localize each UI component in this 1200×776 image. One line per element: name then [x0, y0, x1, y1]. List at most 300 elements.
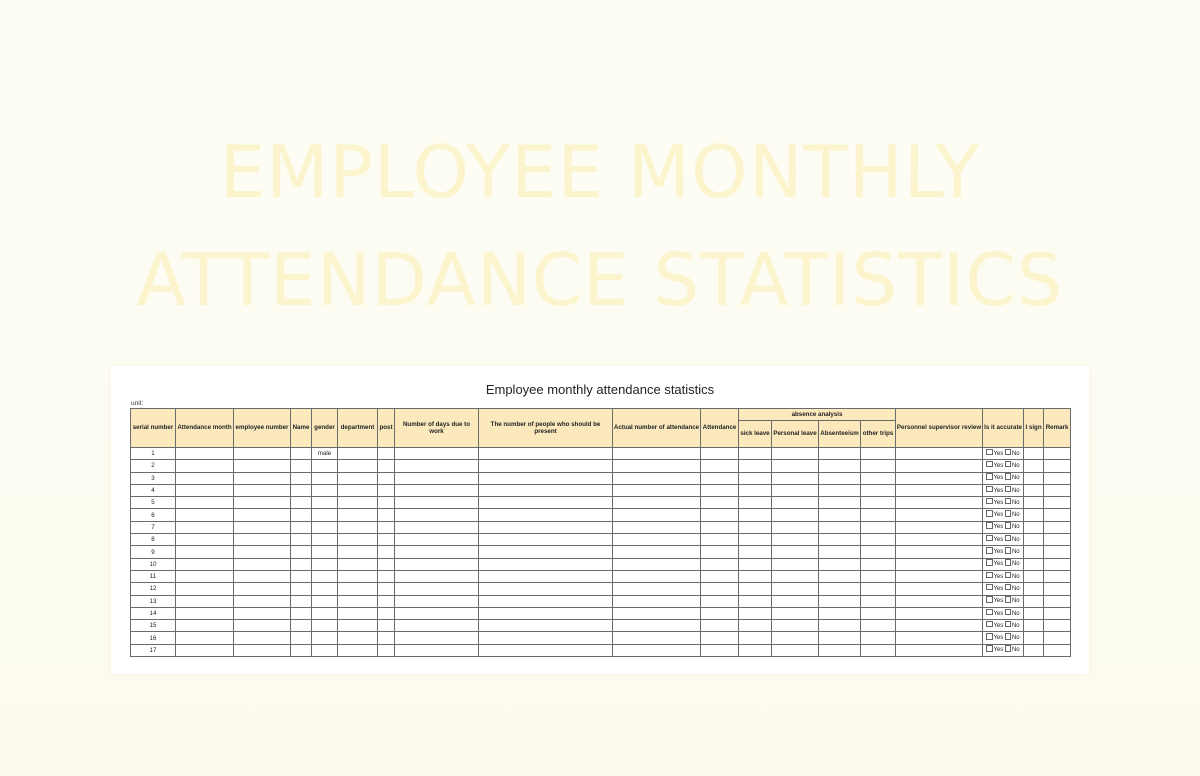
cell-absenteeism[interactable] — [819, 595, 861, 607]
cell-sick-leave[interactable] — [739, 546, 772, 558]
cell-actual-attendance[interactable] — [613, 607, 701, 619]
cell-actual-attendance[interactable] — [613, 472, 701, 484]
cell-personal-leave[interactable] — [772, 484, 819, 496]
yes-checkbox[interactable] — [986, 510, 993, 517]
yes-checkbox[interactable] — [986, 449, 993, 456]
cell-attendance[interactable] — [701, 620, 739, 632]
cell-i-sign[interactable] — [1024, 484, 1044, 496]
no-checkbox[interactable] — [1005, 522, 1012, 529]
cell-sick-leave[interactable] — [739, 460, 772, 472]
cell-attendance-month[interactable] — [176, 484, 234, 496]
cell-absenteeism[interactable] — [819, 472, 861, 484]
cell-days-due[interactable] — [395, 534, 479, 546]
cell-personal-leave[interactable] — [772, 632, 819, 644]
cell-attendance-month[interactable] — [176, 460, 234, 472]
cell-should-be-present[interactable] — [479, 497, 613, 509]
cell-other-trips[interactable] — [861, 472, 896, 484]
cell-name[interactable] — [291, 534, 312, 546]
no-checkbox[interactable] — [1005, 621, 1012, 628]
cell-name[interactable] — [291, 644, 312, 656]
cell-is-accurate[interactable] — [983, 583, 1024, 595]
cell-actual-attendance[interactable] — [613, 595, 701, 607]
cell-sick-leave[interactable] — [739, 620, 772, 632]
cell-other-trips[interactable] — [861, 534, 896, 546]
cell-name[interactable] — [291, 558, 312, 570]
cell-attendance-month[interactable] — [176, 595, 234, 607]
cell-name[interactable] — [291, 583, 312, 595]
yes-checkbox[interactable] — [986, 486, 993, 493]
cell-other-trips[interactable] — [861, 570, 896, 582]
cell-days-due[interactable] — [395, 620, 479, 632]
cell-gender[interactable] — [312, 521, 338, 533]
cell-is-accurate[interactable] — [983, 546, 1024, 558]
cell-should-be-present[interactable] — [479, 546, 613, 558]
cell-actual-attendance[interactable] — [613, 460, 701, 472]
cell-days-due[interactable] — [395, 583, 479, 595]
cell-employee-number[interactable] — [234, 583, 291, 595]
cell-should-be-present[interactable] — [479, 484, 613, 496]
cell-remark[interactable] — [1044, 509, 1071, 521]
no-checkbox[interactable] — [1005, 633, 1012, 640]
cell-should-be-present[interactable] — [479, 448, 613, 460]
cell-actual-attendance[interactable] — [613, 521, 701, 533]
cell-other-trips[interactable] — [861, 583, 896, 595]
cell-should-be-present[interactable] — [479, 558, 613, 570]
cell-absenteeism[interactable] — [819, 632, 861, 644]
no-checkbox[interactable] — [1005, 609, 1012, 616]
cell-supervisor-review[interactable] — [896, 632, 983, 644]
cell-should-be-present[interactable] — [479, 632, 613, 644]
cell-sick-leave[interactable] — [739, 570, 772, 582]
cell-attendance[interactable] — [701, 521, 739, 533]
cell-attendance-month[interactable] — [176, 521, 234, 533]
cell-attendance-month[interactable] — [176, 570, 234, 582]
cell-supervisor-review[interactable] — [896, 546, 983, 558]
cell-days-due[interactable] — [395, 644, 479, 656]
yes-checkbox[interactable] — [986, 522, 993, 529]
cell-remark[interactable] — [1044, 521, 1071, 533]
cell-other-trips[interactable] — [861, 497, 896, 509]
cell-attendance[interactable] — [701, 509, 739, 521]
cell-gender[interactable] — [312, 484, 338, 496]
cell-remark[interactable] — [1044, 607, 1071, 619]
cell-name[interactable] — [291, 632, 312, 644]
cell-attendance-month[interactable] — [176, 472, 234, 484]
cell-gender[interactable] — [312, 607, 338, 619]
cell-name[interactable] — [291, 497, 312, 509]
cell-personal-leave[interactable] — [772, 460, 819, 472]
cell-sick-leave[interactable] — [739, 472, 772, 484]
cell-absenteeism[interactable] — [819, 460, 861, 472]
cell-is-accurate[interactable] — [983, 521, 1024, 533]
cell-other-trips[interactable] — [861, 558, 896, 570]
cell-i-sign[interactable] — [1024, 534, 1044, 546]
cell-i-sign[interactable] — [1024, 460, 1044, 472]
cell-i-sign[interactable] — [1024, 632, 1044, 644]
cell-sick-leave[interactable] — [739, 558, 772, 570]
cell-gender[interactable] — [312, 570, 338, 582]
cell-is-accurate[interactable] — [983, 644, 1024, 656]
cell-attendance[interactable] — [701, 644, 739, 656]
cell-other-trips[interactable] — [861, 607, 896, 619]
cell-remark[interactable] — [1044, 497, 1071, 509]
cell-employee-number[interactable] — [234, 509, 291, 521]
cell-should-be-present[interactable] — [479, 644, 613, 656]
cell-employee-number[interactable] — [234, 570, 291, 582]
cell-i-sign[interactable] — [1024, 448, 1044, 460]
cell-department[interactable] — [338, 534, 378, 546]
cell-supervisor-review[interactable] — [896, 607, 983, 619]
cell-department[interactable] — [338, 632, 378, 644]
cell-is-accurate[interactable] — [983, 595, 1024, 607]
yes-checkbox[interactable] — [986, 596, 993, 603]
cell-sick-leave[interactable] — [739, 448, 772, 460]
cell-personal-leave[interactable] — [772, 558, 819, 570]
no-checkbox[interactable] — [1005, 510, 1012, 517]
cell-other-trips[interactable] — [861, 644, 896, 656]
cell-supervisor-review[interactable] — [896, 558, 983, 570]
cell-remark[interactable] — [1044, 448, 1071, 460]
cell-post[interactable] — [378, 509, 395, 521]
no-checkbox[interactable] — [1005, 473, 1012, 480]
cell-personal-leave[interactable] — [772, 546, 819, 558]
cell-attendance[interactable] — [701, 460, 739, 472]
cell-department[interactable] — [338, 583, 378, 595]
cell-should-be-present[interactable] — [479, 595, 613, 607]
cell-is-accurate[interactable] — [983, 497, 1024, 509]
cell-other-trips[interactable] — [861, 460, 896, 472]
cell-post[interactable] — [378, 570, 395, 582]
cell-employee-number[interactable] — [234, 534, 291, 546]
cell-attendance-month[interactable] — [176, 546, 234, 558]
cell-days-due[interactable] — [395, 497, 479, 509]
cell-i-sign[interactable] — [1024, 595, 1044, 607]
cell-remark[interactable] — [1044, 472, 1071, 484]
cell-remark[interactable] — [1044, 546, 1071, 558]
cell-name[interactable] — [291, 607, 312, 619]
cell-employee-number[interactable] — [234, 460, 291, 472]
cell-absenteeism[interactable] — [819, 521, 861, 533]
cell-sick-leave[interactable] — [739, 595, 772, 607]
cell-should-be-present[interactable] — [479, 620, 613, 632]
cell-i-sign[interactable] — [1024, 607, 1044, 619]
cell-is-accurate[interactable] — [983, 534, 1024, 546]
cell-employee-number[interactable] — [234, 448, 291, 460]
cell-actual-attendance[interactable] — [613, 534, 701, 546]
cell-employee-number[interactable] — [234, 497, 291, 509]
cell-remark[interactable] — [1044, 484, 1071, 496]
cell-attendance-month[interactable] — [176, 583, 234, 595]
no-checkbox[interactable] — [1005, 559, 1012, 566]
cell-post[interactable] — [378, 448, 395, 460]
cell-post[interactable] — [378, 620, 395, 632]
cell-other-trips[interactable] — [861, 620, 896, 632]
cell-days-due[interactable] — [395, 632, 479, 644]
cell-post[interactable] — [378, 595, 395, 607]
cell-gender[interactable] — [312, 583, 338, 595]
cell-department[interactable] — [338, 644, 378, 656]
no-checkbox[interactable] — [1005, 461, 1012, 468]
no-checkbox[interactable] — [1005, 486, 1012, 493]
cell-attendance[interactable] — [701, 595, 739, 607]
cell-i-sign[interactable] — [1024, 546, 1044, 558]
cell-personal-leave[interactable] — [772, 595, 819, 607]
yes-checkbox[interactable] — [986, 645, 993, 652]
cell-personal-leave[interactable] — [772, 583, 819, 595]
cell-days-due[interactable] — [395, 595, 479, 607]
cell-department[interactable] — [338, 509, 378, 521]
cell-days-due[interactable] — [395, 546, 479, 558]
cell-name[interactable] — [291, 472, 312, 484]
cell-sick-leave[interactable] — [739, 632, 772, 644]
no-checkbox[interactable] — [1005, 645, 1012, 652]
cell-name[interactable] — [291, 521, 312, 533]
cell-days-due[interactable] — [395, 558, 479, 570]
cell-gender[interactable] — [312, 546, 338, 558]
cell-attendance[interactable] — [701, 607, 739, 619]
no-checkbox[interactable] — [1005, 547, 1012, 554]
cell-remark[interactable] — [1044, 632, 1071, 644]
cell-should-be-present[interactable] — [479, 570, 613, 582]
yes-checkbox[interactable] — [986, 535, 993, 542]
cell-remark[interactable] — [1044, 620, 1071, 632]
cell-personal-leave[interactable] — [772, 607, 819, 619]
cell-attendance-month[interactable] — [176, 632, 234, 644]
cell-post[interactable] — [378, 644, 395, 656]
cell-days-due[interactable] — [395, 448, 479, 460]
cell-department[interactable] — [338, 472, 378, 484]
cell-gender[interactable] — [312, 558, 338, 570]
cell-gender[interactable] — [312, 472, 338, 484]
cell-supervisor-review[interactable] — [896, 472, 983, 484]
cell-supervisor-review[interactable] — [896, 570, 983, 582]
cell-days-due[interactable] — [395, 607, 479, 619]
cell-post[interactable] — [378, 460, 395, 472]
cell-name[interactable] — [291, 509, 312, 521]
cell-should-be-present[interactable] — [479, 472, 613, 484]
cell-post[interactable] — [378, 558, 395, 570]
cell-i-sign[interactable] — [1024, 509, 1044, 521]
cell-supervisor-review[interactable] — [896, 583, 983, 595]
cell-other-trips[interactable] — [861, 484, 896, 496]
cell-gender[interactable] — [312, 632, 338, 644]
cell-supervisor-review[interactable] — [896, 497, 983, 509]
cell-supervisor-review[interactable] — [896, 620, 983, 632]
cell-other-trips[interactable] — [861, 632, 896, 644]
cell-personal-leave[interactable] — [772, 534, 819, 546]
cell-department[interactable] — [338, 558, 378, 570]
cell-remark[interactable] — [1044, 534, 1071, 546]
cell-gender[interactable] — [312, 460, 338, 472]
cell-attendance-month[interactable] — [176, 558, 234, 570]
cell-attendance-month[interactable] — [176, 534, 234, 546]
yes-checkbox[interactable] — [986, 609, 993, 616]
cell-sick-leave[interactable] — [739, 521, 772, 533]
cell-name[interactable] — [291, 595, 312, 607]
cell-post[interactable] — [378, 521, 395, 533]
cell-absenteeism[interactable] — [819, 534, 861, 546]
cell-is-accurate[interactable] — [983, 558, 1024, 570]
cell-gender[interactable] — [312, 497, 338, 509]
cell-other-trips[interactable] — [861, 595, 896, 607]
cell-post[interactable] — [378, 583, 395, 595]
yes-checkbox[interactable] — [986, 473, 993, 480]
cell-post[interactable] — [378, 632, 395, 644]
cell-is-accurate[interactable] — [983, 632, 1024, 644]
cell-i-sign[interactable] — [1024, 644, 1044, 656]
cell-sick-leave[interactable] — [739, 607, 772, 619]
cell-employee-number[interactable] — [234, 558, 291, 570]
cell-attendance-month[interactable] — [176, 620, 234, 632]
cell-attendance[interactable] — [701, 583, 739, 595]
cell-attendance-month[interactable] — [176, 509, 234, 521]
cell-personal-leave[interactable] — [772, 509, 819, 521]
cell-should-be-present[interactable] — [479, 534, 613, 546]
cell-days-due[interactable] — [395, 472, 479, 484]
cell-supervisor-review[interactable] — [896, 534, 983, 546]
cell-is-accurate[interactable] — [983, 460, 1024, 472]
cell-supervisor-review[interactable] — [896, 595, 983, 607]
cell-remark[interactable] — [1044, 595, 1071, 607]
cell-supervisor-review[interactable] — [896, 521, 983, 533]
cell-actual-attendance[interactable] — [613, 644, 701, 656]
cell-actual-attendance[interactable] — [613, 558, 701, 570]
cell-employee-number[interactable] — [234, 521, 291, 533]
yes-checkbox[interactable] — [986, 584, 993, 591]
cell-personal-leave[interactable] — [772, 521, 819, 533]
cell-actual-attendance[interactable] — [613, 448, 701, 460]
cell-department[interactable] — [338, 497, 378, 509]
yes-checkbox[interactable] — [986, 498, 993, 505]
cell-gender[interactable] — [312, 620, 338, 632]
cell-i-sign[interactable] — [1024, 497, 1044, 509]
cell-gender[interactable] — [312, 595, 338, 607]
cell-name[interactable] — [291, 448, 312, 460]
no-checkbox[interactable] — [1005, 449, 1012, 456]
cell-attendance-month[interactable] — [176, 644, 234, 656]
cell-personal-leave[interactable] — [772, 644, 819, 656]
cell-sick-leave[interactable] — [739, 644, 772, 656]
cell-department[interactable] — [338, 484, 378, 496]
cell-absenteeism[interactable] — [819, 644, 861, 656]
cell-attendance-month[interactable] — [176, 607, 234, 619]
no-checkbox[interactable] — [1005, 596, 1012, 603]
cell-is-accurate[interactable] — [983, 607, 1024, 619]
cell-absenteeism[interactable] — [819, 448, 861, 460]
yes-checkbox[interactable] — [986, 461, 993, 468]
cell-post[interactable] — [378, 484, 395, 496]
cell-attendance[interactable] — [701, 534, 739, 546]
cell-is-accurate[interactable] — [983, 484, 1024, 496]
cell-sick-leave[interactable] — [739, 484, 772, 496]
cell-department[interactable] — [338, 595, 378, 607]
cell-other-trips[interactable] — [861, 448, 896, 460]
cell-department[interactable] — [338, 546, 378, 558]
cell-sick-leave[interactable] — [739, 534, 772, 546]
cell-personal-leave[interactable] — [772, 472, 819, 484]
cell-absenteeism[interactable] — [819, 607, 861, 619]
yes-checkbox[interactable] — [986, 633, 993, 640]
cell-absenteeism[interactable] — [819, 570, 861, 582]
cell-name[interactable] — [291, 484, 312, 496]
cell-department[interactable] — [338, 607, 378, 619]
cell-should-be-present[interactable] — [479, 509, 613, 521]
cell-employee-number[interactable] — [234, 620, 291, 632]
cell-remark[interactable] — [1044, 570, 1071, 582]
cell-sick-leave[interactable] — [739, 583, 772, 595]
cell-department[interactable] — [338, 521, 378, 533]
cell-absenteeism[interactable] — [819, 620, 861, 632]
cell-sick-leave[interactable] — [739, 509, 772, 521]
cell-personal-leave[interactable] — [772, 620, 819, 632]
cell-attendance[interactable] — [701, 558, 739, 570]
cell-name[interactable] — [291, 546, 312, 558]
cell-other-trips[interactable] — [861, 521, 896, 533]
cell-should-be-present[interactable] — [479, 521, 613, 533]
cell-absenteeism[interactable] — [819, 546, 861, 558]
cell-employee-number[interactable] — [234, 484, 291, 496]
yes-checkbox[interactable] — [986, 621, 993, 628]
cell-days-due[interactable] — [395, 484, 479, 496]
cell-employee-number[interactable] — [234, 607, 291, 619]
cell-absenteeism[interactable] — [819, 497, 861, 509]
cell-actual-attendance[interactable] — [613, 509, 701, 521]
cell-remark[interactable] — [1044, 558, 1071, 570]
cell-supervisor-review[interactable] — [896, 484, 983, 496]
cell-actual-attendance[interactable] — [613, 583, 701, 595]
cell-employee-number[interactable] — [234, 472, 291, 484]
cell-absenteeism[interactable] — [819, 558, 861, 570]
cell-personal-leave[interactable] — [772, 497, 819, 509]
cell-attendance-month[interactable] — [176, 448, 234, 460]
cell-absenteeism[interactable] — [819, 509, 861, 521]
cell-actual-attendance[interactable] — [613, 632, 701, 644]
cell-name[interactable] — [291, 620, 312, 632]
cell-personal-leave[interactable] — [772, 448, 819, 460]
no-checkbox[interactable] — [1005, 584, 1012, 591]
cell-post[interactable] — [378, 497, 395, 509]
cell-days-due[interactable] — [395, 570, 479, 582]
cell-attendance[interactable] — [701, 497, 739, 509]
cell-i-sign[interactable] — [1024, 583, 1044, 595]
cell-actual-attendance[interactable] — [613, 570, 701, 582]
cell-sick-leave[interactable] — [739, 497, 772, 509]
cell-department[interactable] — [338, 460, 378, 472]
cell-i-sign[interactable] — [1024, 558, 1044, 570]
cell-supervisor-review[interactable] — [896, 460, 983, 472]
cell-attendance[interactable] — [701, 448, 739, 460]
cell-is-accurate[interactable] — [983, 448, 1024, 460]
cell-is-accurate[interactable] — [983, 509, 1024, 521]
no-checkbox[interactable] — [1005, 572, 1012, 579]
cell-days-due[interactable] — [395, 460, 479, 472]
cell-supervisor-review[interactable] — [896, 644, 983, 656]
cell-gender[interactable]: male — [312, 448, 338, 460]
cell-attendance[interactable] — [701, 570, 739, 582]
no-checkbox[interactable] — [1005, 498, 1012, 505]
cell-days-due[interactable] — [395, 509, 479, 521]
cell-actual-attendance[interactable] — [613, 546, 701, 558]
cell-is-accurate[interactable] — [983, 620, 1024, 632]
cell-department[interactable] — [338, 620, 378, 632]
cell-supervisor-review[interactable] — [896, 509, 983, 521]
cell-absenteeism[interactable] — [819, 583, 861, 595]
cell-employee-number[interactable] — [234, 632, 291, 644]
cell-absenteeism[interactable] — [819, 484, 861, 496]
cell-supervisor-review[interactable] — [896, 448, 983, 460]
cell-attendance[interactable] — [701, 484, 739, 496]
cell-i-sign[interactable] — [1024, 570, 1044, 582]
